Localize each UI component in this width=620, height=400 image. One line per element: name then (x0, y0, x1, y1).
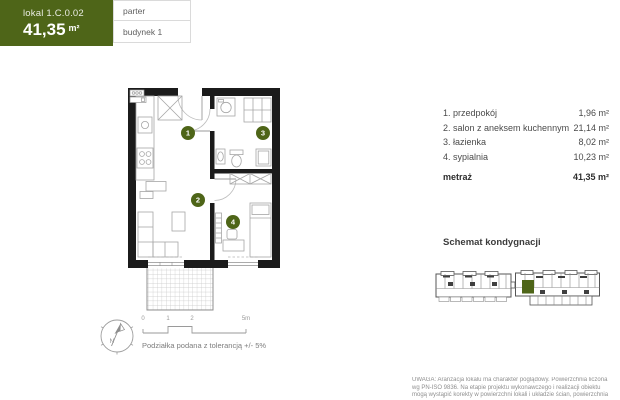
floor-schematic (434, 266, 606, 314)
total-area-value: 41,35 m² (572, 172, 609, 182)
scale-tick-0: 0 (141, 316, 145, 322)
room-label: 4. sypialnia (443, 151, 489, 162)
unit-id: lokal 1.C.0.02 (23, 8, 84, 19)
floor-plan (100, 85, 300, 317)
schematic-highlighted-unit (522, 280, 534, 294)
schematic-building-right (516, 271, 600, 306)
room-label: 3. łazienka (443, 137, 487, 147)
disclaimer-line: wg PN-ISO 9836. Na etapie projektu wykonawczego i realizacji obiektu (412, 384, 601, 391)
north-label: N (109, 338, 115, 345)
terrace (147, 266, 213, 310)
exterior-walls (128, 88, 280, 268)
room-label: 1. przedpokój (443, 108, 498, 118)
floor-cell: parter (113, 0, 191, 21)
room-marker-3-label: 3 (260, 128, 266, 138)
compass-circle (101, 320, 133, 352)
room-area: 21,14 m² (573, 122, 609, 133)
scale-bar (138, 312, 253, 338)
schematic-title: Schemat kondygnacji (443, 237, 541, 248)
scale-tick-1: 1 (166, 316, 170, 322)
scale-tick-2: 2 (190, 316, 194, 322)
scale-tick-5m: 5m (241, 316, 251, 322)
disclaimer (412, 377, 620, 400)
unit-area (23, 21, 113, 38)
schematic-building-left (436, 272, 511, 302)
total-area-label: metraż (443, 172, 473, 182)
unit-area-unit: m² (68, 23, 80, 33)
unit-location-cells (113, 0, 191, 43)
schematic-connector (511, 282, 515, 288)
scale-bar-line (143, 327, 246, 334)
room-area: 1,96 m² (578, 108, 609, 118)
room-row (443, 108, 609, 123)
building-cell: budynek 1 (113, 20, 191, 43)
unit-area-value: 41,35 (23, 20, 66, 39)
room-row (443, 123, 609, 138)
room-area: 8,02 m² (578, 137, 609, 147)
room-row (443, 137, 609, 152)
room-marker-2-label: 2 (195, 195, 201, 205)
room-label: 2. salon z aneksem kuchennym (443, 122, 570, 133)
total-area-row (443, 172, 609, 182)
scale-tolerance-note: Podziałka podana z tolerancją +/- 5% (142, 341, 267, 350)
room-row (443, 152, 609, 167)
disclaimer-line: mogą wystąpić korekty w powierzchni lokali i układzie ścian, powierzchnia (412, 392, 609, 399)
room-list (443, 108, 609, 182)
room-area: 10,23 m² (573, 151, 609, 162)
room-marker-4-label: 4 (230, 217, 236, 227)
compass (95, 314, 139, 358)
unit-summary-card (0, 0, 113, 46)
room-marker-1-label: 1 (185, 128, 191, 138)
disclaimer-line: UWAGA: Aranżacja lokalu ma charakter poglądowy. Powierzchnia liczona (412, 377, 608, 383)
